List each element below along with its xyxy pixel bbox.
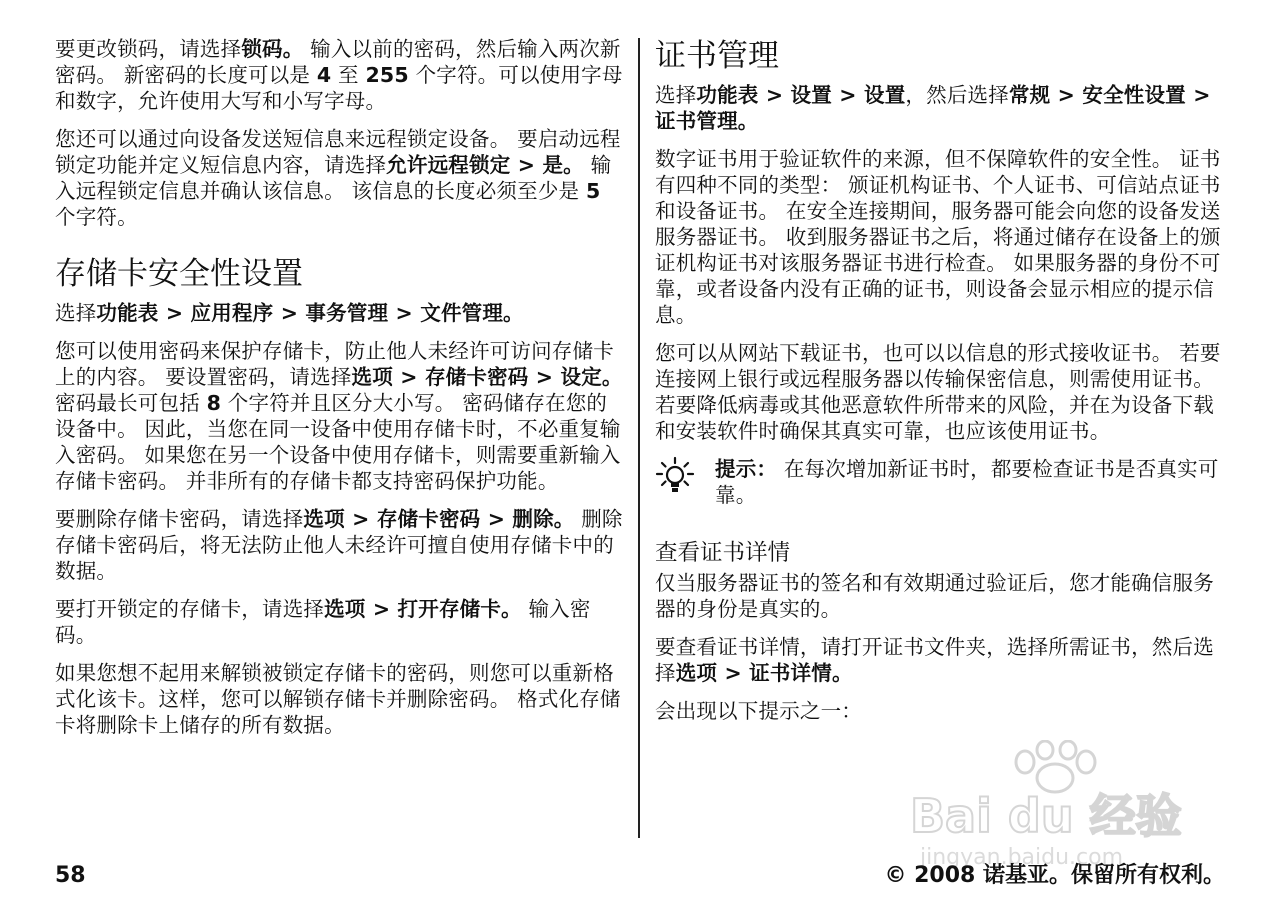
bold-text: 选项 > 存储卡密码 > 删除。 bbox=[303, 507, 575, 531]
paragraph-menu-path-certificates bbox=[655, 82, 1227, 134]
text-run: 要更改锁码，请选择 bbox=[55, 37, 242, 61]
bold-text: 常规 > 安全性设置 > 证书管理。 bbox=[655, 83, 1211, 133]
watermark-brand: Bai du 经验 bbox=[910, 789, 1182, 843]
copyright-notice: © 2008 诺基亚。保留所有权利。 bbox=[884, 863, 1225, 888]
bold-text: 功能表 > 应用程序 > 事务管理 > 文件管理。 bbox=[96, 301, 524, 325]
paragraph-set-password bbox=[55, 338, 623, 494]
tip-box bbox=[655, 456, 1227, 508]
tip-text bbox=[715, 456, 1227, 508]
paragraph-menu-path-file-manager bbox=[55, 300, 623, 326]
text-run: 仅当服务器证书的签名和有效期通过验证后，您才能确信服务器的身份是真实的。 bbox=[655, 571, 1214, 621]
bold-text: 锁码。 bbox=[241, 37, 304, 61]
paragraph-certificate-types bbox=[655, 146, 1227, 328]
text-run: 如果您想不起用来解锁被锁定存储卡的密码，则您可以重新格式化该卡。这样，您可以解锁存储卡并删除密码。 格式化存储卡将删除卡上储存的所有数据。 bbox=[55, 661, 621, 737]
watermark-url: jingyan.baidu.com bbox=[920, 845, 1124, 870]
text-run: 选择 bbox=[55, 301, 97, 325]
text-run: 输入以前的密码，然后输入两次新密码。 新密码的长度可以是 bbox=[55, 37, 621, 87]
paragraph-unlock-card bbox=[55, 596, 623, 648]
text-run: 个字符。可以使用字母和数字，允许使用大写和小写字母。 bbox=[55, 63, 623, 113]
text-run: 个字符并且区分大小写。 密码储存在您的设备中。 因此，当您在同一设备中使用存储卡时，不必重复输入密码。 如果您在另一个设备中使用存储卡，则需要重新输入存储卡密码。 并非所有的存储卡都支持密码保护功能。 bbox=[55, 391, 621, 493]
bold-text: 提示： bbox=[715, 457, 778, 481]
bold-text: 功能表 > 设置 > 设置 bbox=[696, 83, 906, 107]
paragraph-download-certificates bbox=[655, 340, 1227, 444]
paragraph-format-card bbox=[55, 660, 623, 738]
text-run: 您可以使用密码来保护存储卡，防止他人未经许可访问存储卡上的内容。 要设置密码，请选择 bbox=[55, 339, 614, 389]
left-column bbox=[55, 36, 623, 750]
bold-text: 255 bbox=[365, 63, 409, 87]
bold-text: 5 bbox=[585, 179, 601, 203]
bold-text: 选项 > 存储卡密码 > 设定。 bbox=[351, 365, 623, 389]
text-run: 密码最长可包括 bbox=[55, 391, 207, 415]
heading-certificate-management: 证书管理 bbox=[655, 38, 779, 74]
bold-text: 选项 > 打开存储卡。 bbox=[324, 597, 522, 621]
text-run: 数字证书用于验证软件的来源，但不保障软件的安全性。 证书有四种不同的类型： 颁证机构证书、个人证书、可信站点证书和设备证书。 在安全连接期间，服务器可能会向您的设备发送服务器证书。 收到服务器证书之后，将通过储存在设备上的颁证机构证书对该服务器证书进行检查。 如果服务器的身份不可靠，或者设备内没有正确的证书，则设备会显示相应的提示信息。 bbox=[655, 147, 1221, 327]
paragraph-remove-password bbox=[55, 506, 623, 584]
text-run: 会出现以下提示之一： bbox=[655, 699, 862, 723]
paragraph-verify-server bbox=[655, 570, 1227, 622]
bold-text: 允许远程锁定 > 是。 bbox=[386, 153, 584, 177]
paragraph-lock-code bbox=[55, 36, 623, 114]
lightbulb-icon bbox=[655, 456, 695, 496]
text-run: 至 bbox=[331, 63, 366, 87]
text-run: 在每次增加新证书时，都要检查证书是否真实可靠。 bbox=[715, 457, 1219, 507]
paragraph-prompts-follow bbox=[655, 698, 1227, 724]
right-column bbox=[655, 36, 1227, 736]
text-run: 要删除存储卡密码，请选择 bbox=[55, 507, 304, 531]
bold-text: 4 bbox=[316, 63, 332, 87]
text-run: 选择 bbox=[655, 83, 697, 107]
bold-text: 8 bbox=[206, 391, 222, 415]
text-run: 删除存储卡密码后，将无法防止他人未经许可擅自使用存储卡中的数据。 bbox=[55, 507, 623, 583]
text-run: 要查看证书详情，请打开证书文件夹，选择所需证书，然后选择 bbox=[655, 635, 1214, 685]
heading-memory-card-security: 存储卡安全性设置 bbox=[55, 256, 303, 292]
page-number: 58 bbox=[55, 863, 86, 888]
text-run: 要打开锁定的存储卡，请选择 bbox=[55, 597, 325, 621]
baidu-watermark bbox=[900, 740, 1210, 870]
text-run: 输入远程锁定信息并确认该信息。 该信息的长度必须至少是 bbox=[55, 153, 612, 203]
paragraph-remote-lock bbox=[55, 126, 623, 230]
text-run: 输入密码。 bbox=[55, 597, 591, 647]
text-run: 个字符。 bbox=[55, 205, 138, 229]
text-run: 您还可以通过向设备发送短信息来远程锁定设备。 要启动远程锁定功能并定义短信息内容，请选择 bbox=[55, 127, 621, 177]
bold-text: 选项 > 证书详情。 bbox=[675, 661, 853, 685]
text-run: 您可以从网站下载证书，也可以以信息的形式接收证书。 若要连接网上银行或远程服务器以传输保密信息，则需使用证书。 若要降低病毒或其他恶意软件所带来的风险，并在为设备下载和安装软件时确保其真实可靠，也应该使用证书。 bbox=[655, 341, 1221, 443]
paragraph-open-certificate-details bbox=[655, 634, 1227, 686]
column-divider bbox=[638, 38, 640, 838]
heading-view-certificate-details: 查看证书详情 bbox=[655, 540, 791, 566]
text-run: ，然后选择 bbox=[905, 83, 1009, 107]
